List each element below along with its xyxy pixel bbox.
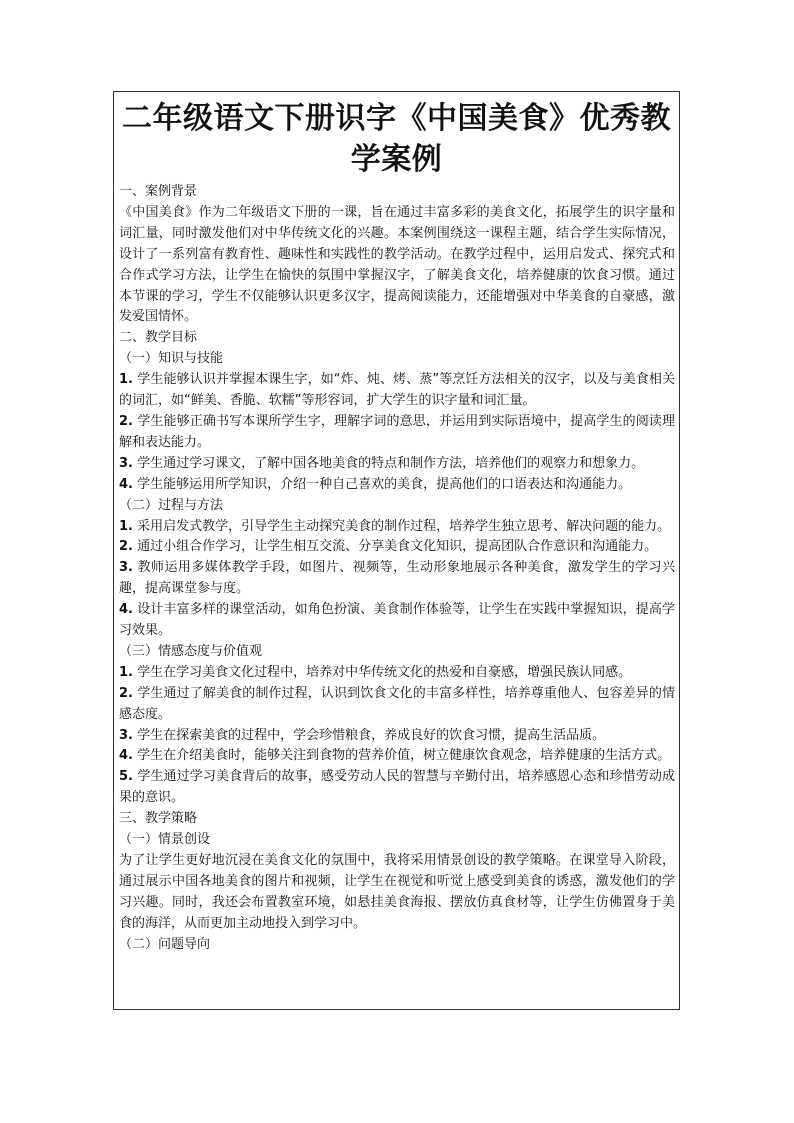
- item-text: 学生在学习美食文化过程中，培养对中华传统文化的热爱和自豪感，增强民族认同感。: [137, 664, 632, 680]
- item-text: 教师运用多媒体教学手段，如图片、视频等，生动形象地展示各种美食，激发学生的学习兴趣，提高课堂参与度。: [119, 560, 675, 597]
- document-title: 二年级语文下册识字《中国美食》优秀教学案例: [122, 101, 671, 177]
- section-heading-objectives: 二、教学目标: [119, 330, 198, 346]
- subheading-knowledge-skills: （一）知识与技能: [119, 351, 224, 367]
- item-number: 5.: [119, 769, 133, 785]
- item-number: 1.: [119, 518, 133, 534]
- subheading-scenario-creation: （一）情景创设: [119, 832, 211, 848]
- item-number: 1.: [119, 372, 133, 388]
- item-number: 2.: [119, 539, 133, 555]
- section-heading-strategies: 三、教学策略: [119, 811, 198, 827]
- item-number: 3.: [119, 727, 133, 743]
- subheading-problem-oriented: （二）问题导向: [119, 936, 211, 952]
- item-number: 4.: [119, 476, 133, 492]
- subheading-emotions-values: （三）情感态度与价值观: [119, 643, 263, 659]
- item-text: 学生通过学习课文，了解中国各地美食的特点和制作方法，培养他们的观察力和想象力。: [137, 455, 645, 471]
- list-item: [119, 684, 675, 726]
- item-number: 2.: [119, 413, 133, 429]
- section-heading-background: 一、案例背景: [119, 184, 198, 199]
- item-text: 设计丰富多样的课堂活动，如角色扮演、美食制作体验等，让学生在实践中掌握知识，提高学习效果。: [119, 602, 675, 639]
- list-item: [119, 475, 675, 496]
- list-item: [119, 600, 675, 642]
- item-number: 2.: [119, 685, 133, 701]
- list-item: [119, 663, 675, 684]
- document-frame: [113, 91, 680, 1010]
- item-text: 学生在探索美食的过程中，学会珍惜粮食，养成良好的饮食习惯，提高生活品质。: [137, 727, 606, 743]
- item-text: 学生能够认识并掌握本课生字，如“炸、炖、烤、蒸”等烹饪方法相关的汉字，以及与美食相关的词汇，如“鲜美、香脆、软糯”等形容词，扩大学生的识字量和词汇量。: [119, 372, 675, 409]
- list-item: [119, 517, 675, 538]
- subheading-process-methods: （二）过程与方法: [119, 497, 224, 513]
- list-item: [119, 537, 675, 558]
- document-body: [114, 182, 679, 956]
- list-item: [119, 454, 675, 475]
- item-number: 4.: [119, 602, 133, 618]
- item-text: 学生在介绍美食时，能够关注到食物的营养价值，树立健康饮食观念，培养健康的生活方式。: [137, 748, 671, 764]
- list-item: [119, 370, 675, 412]
- list-item: [119, 558, 675, 600]
- item-number: 3.: [119, 560, 133, 576]
- list-item: [119, 746, 675, 767]
- list-item: [119, 767, 675, 809]
- list-item: [119, 412, 675, 454]
- item-text: 学生能够运用所学知识，介绍一种自己喜欢的美食，提高他们的口语表达和沟通能力。: [137, 476, 632, 492]
- item-number: 1.: [119, 664, 133, 680]
- item-text: 学生通过了解美食的制作过程，认识到饮食文化的丰富多样性，培养尊重他人、包容差异的情感态度。: [119, 685, 675, 722]
- item-text: 学生通过学习美食背后的故事，感受劳动人民的智慧与辛勤付出，培养感恩心态和珍惜劳动成果的意识。: [119, 769, 675, 806]
- item-number: 3.: [119, 455, 133, 471]
- item-text: 通过小组合作学习，让学生相互交流、分享美食文化知识，提高团队合作意识和沟通能力。: [137, 539, 658, 555]
- item-text: 学生能够正确书写本课所学生字，理解字词的意思，并运用到实际语境中，提高学生的阅读理解和表达能力。: [119, 413, 675, 450]
- scenario-paragraph: 为了让学生更好地沉浸在美食文化的氛围中，我将采用情景创设的教学策略。在课堂导入阶段，通过展示中国各地美食的图片和视频，让学生在视觉和听觉上感受到美食的诱惑，激发他们的学习兴趣。同时，我还会布置教室环境，如悬挂美食海报、摆放仿真食材等，让学生仿佛置身于美食的海洋，从而更加主动地投入到学习中。: [119, 853, 675, 931]
- item-text: 采用启发式教学，引导学生主动探究美食的制作过程，培养学生独立思考、解决问题的能力。: [137, 518, 671, 534]
- list-item: [119, 726, 675, 747]
- background-paragraph: 《中国美食》作为二年级语文下册的一课，旨在通过丰富多彩的美食文化，拓展学生的识字量和词汇量，同时激发他们对中华传统文化的兴趣。本案例围绕这一课程主题，结合学生实际情况，设计了一系列富有教育性、趣味性和实践性的教学活动。在教学过程中，运用启发式、探究式和合作式学习方法，让学生在愉快的氛围中掌握汉字，了解美食文化，培养健康的饮食习惯。通过本节课的学习，学生不仅能够认识更多汉字，提高阅读能力，还能增强对中华美食的自豪感，激发爱国情怀。: [119, 204, 675, 325]
- item-number: 4.: [119, 748, 133, 764]
